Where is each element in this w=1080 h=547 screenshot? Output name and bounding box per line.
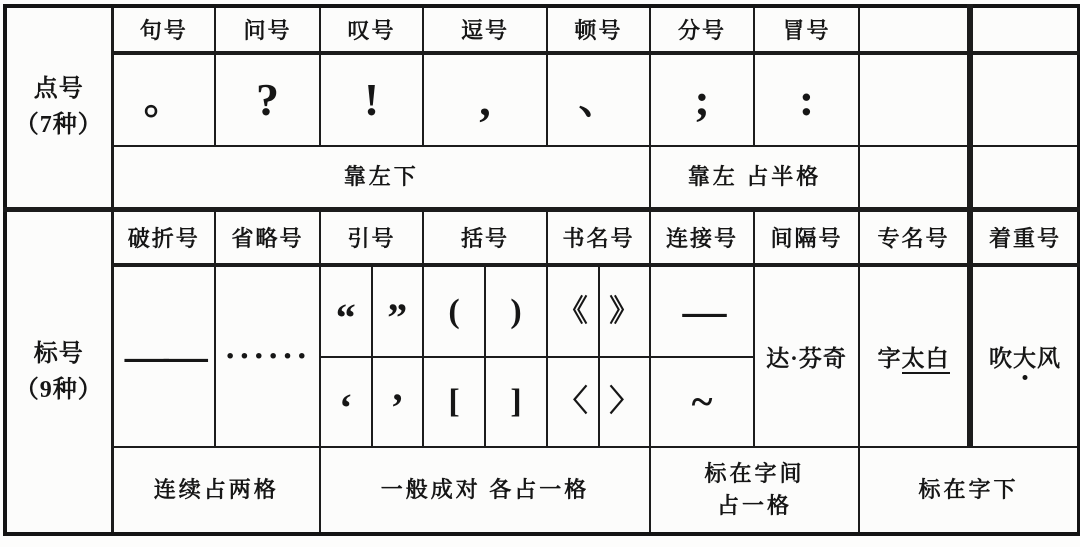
header-lianjiehao: 连接号 [665, 225, 738, 251]
header-yinhao: 引号 [347, 225, 396, 251]
empty-header-cell [859, 6, 970, 53]
note-between-cell [650, 447, 859, 534]
symbol-lianjie-wave: ~ [691, 379, 713, 424]
symbol-double-quote-open: “ [335, 294, 356, 340]
paren-cell [424, 267, 546, 356]
header-dunhao: 顿号 [574, 18, 623, 43]
header-tanhao: 叹号 [347, 18, 396, 43]
punctuation-table [3, 4, 1080, 536]
header-zhuanminghao: 专名号 [877, 225, 950, 251]
empty-note-cell [859, 146, 970, 209]
symbol-pozhehao: —— [124, 331, 203, 381]
row-header-dianhao [5, 6, 112, 209]
symbol-title-single-open: 〈 [557, 385, 588, 418]
header-jiangehao: 间隔号 [770, 225, 843, 251]
symbol-fenhao: ; [694, 74, 710, 125]
zhuanming-prefix: 字 [877, 346, 902, 371]
header-maohao: 冒号 [782, 18, 831, 43]
empty-note-cell [970, 146, 1079, 209]
example-zhuozhonghao [970, 265, 1079, 447]
symbol-title-double-open: 《 [557, 294, 588, 328]
symbol-dunhao: 、 [578, 77, 619, 122]
header-zhuozhonghao: 着重号 [988, 225, 1061, 251]
empty-symbol-cell [970, 53, 1079, 146]
symbol-douhao: , [479, 74, 491, 125]
biaohao-count: （9种） [14, 376, 103, 403]
example-jiangehao: 达·芬奇 [766, 346, 847, 371]
example-zhuanminghao [859, 265, 970, 447]
header-shenglvehao: 省略号 [231, 225, 304, 251]
symbol-single-quote-open: ‘ [339, 385, 353, 430]
note-left-bottom: 靠左下 [343, 163, 419, 189]
symbol-bracket-close: ] [510, 383, 522, 420]
header-pozhehao: 破折号 [127, 225, 200, 251]
empty-header-cell [970, 6, 1079, 53]
dianhao-count: （7种） [14, 112, 103, 139]
title-single-cell [548, 358, 649, 446]
zhuanming-underlined-text: 太白 [902, 346, 950, 374]
symbol-tanhao: ! [363, 74, 380, 125]
empty-symbol-cell [859, 53, 970, 146]
symbol-wenhao: ? [256, 74, 279, 125]
symbol-shenglvehao: ······ [224, 337, 311, 375]
header-wenhao: 问号 [243, 18, 292, 43]
note-below: 标在字下 [918, 477, 1019, 503]
dianhao-label: 点号 [33, 76, 84, 103]
double-quotes-cell [321, 267, 422, 356]
symbol-lianjie-dash: — [682, 286, 722, 336]
zhuozhong-before: 吹 [989, 346, 1013, 371]
symbol-title-single-close: 〉 [609, 385, 640, 418]
symbol-juhao: 。 [143, 77, 184, 122]
single-quotes-cell [321, 358, 422, 446]
note-paired: 一般成对 各占一格 [380, 477, 590, 503]
symbol-paren-close: ) [510, 292, 522, 330]
note-between-line1: 标在字间 [704, 461, 805, 487]
row-header-biaohao [5, 209, 112, 534]
title-double-cell [548, 267, 649, 356]
header-douhao: 逗号 [460, 18, 509, 43]
header-juhao: 句号 [139, 18, 188, 43]
symbol-title-double-close: 》 [609, 294, 640, 328]
header-shuminghao: 书名号 [562, 225, 635, 251]
zhuozhong-after: 风 [1037, 346, 1061, 371]
symbol-double-quote-close: ” [387, 294, 408, 340]
header-kuohao: 括号 [460, 225, 509, 251]
note-left-half: 靠左 占半格 [687, 163, 822, 189]
header-fenhao: 分号 [677, 18, 726, 43]
bracket-cell [424, 358, 546, 446]
biaohao-label: 标号 [33, 340, 84, 367]
symbol-single-quote-close: ’ [390, 385, 404, 430]
note-dash-ellipsis: 连续占两格 [153, 477, 279, 503]
symbol-bracket-open: [ [448, 383, 460, 420]
symbol-paren-open: ( [448, 292, 460, 330]
note-between-line2: 占一格 [716, 493, 792, 518]
symbol-maohao: : [798, 74, 815, 125]
zhuozhong-dotted-char: 大 [1013, 340, 1037, 373]
